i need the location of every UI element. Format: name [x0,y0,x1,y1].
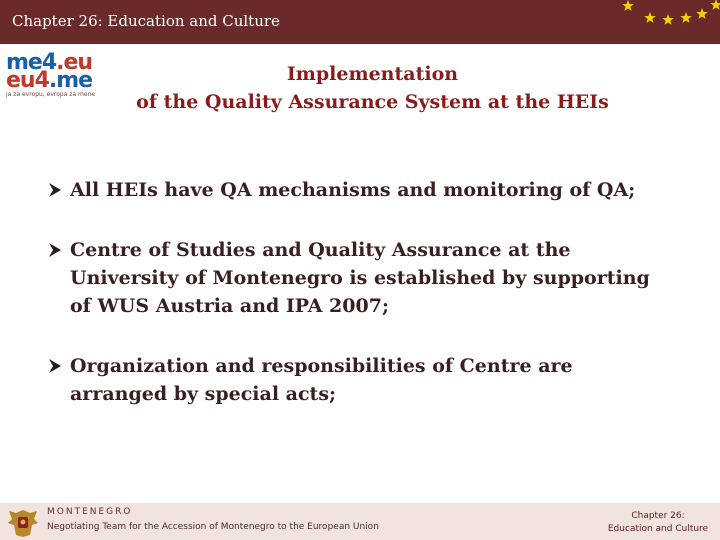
star-icon [644,12,655,23]
footer-bar [0,503,720,540]
slide-title [100,60,645,116]
footer-chapter [598,510,718,536]
eu-stars-icon [610,0,720,44]
arrow-bullet-icon [46,236,68,264]
logo-line-2: eu4.me [6,68,93,93]
slide-title-line-2: of the Quality Assurance System at the HEIs [136,91,609,113]
bullet-line: of WUS Austria and IPA 2007; [70,295,389,317]
arrow-bullet-icon [46,352,68,380]
star-icon [680,12,691,23]
bullet-item [46,352,686,408]
bullet-list [46,176,686,408]
slide-title-line-1: Implementation [286,63,459,85]
bullet-line: University of Montenegro is established by supporting [70,267,650,289]
star-icon [710,0,720,10]
star-icon [622,0,633,11]
arrow-bullet-icon [46,176,68,204]
bullet-item [46,236,686,320]
bullet-line: Centre of Studies and Quality Assurance at the [70,239,571,261]
star-icon [696,8,707,19]
bullet-line: arranged by special acts; [70,383,337,405]
bullet-item [46,176,686,204]
footer-team-text: Negotiating Team for the Accession of Montenegro to the European Union [47,522,379,532]
header-title: Chapter 26: Education and Culture [12,12,280,30]
logo-line-1: me4.eu [6,50,93,75]
header-bar [0,0,720,44]
me4eu-logo [6,52,102,98]
footer-country: MONTENEGRO [47,507,133,517]
logo-tagline: ja za evropu, evropa za mene [6,91,96,98]
footer-chapter-line-1: Chapter 26: [631,511,685,521]
bullet-line: All HEIs have QA mechanisms and monitoring of QA; [70,179,636,201]
coat-of-arms-icon [4,507,42,539]
star-icon [662,14,673,25]
footer-chapter-line-2: Education and Culture [607,524,709,534]
bullet-line: Organization and responsibilities of Centre are [70,355,573,377]
